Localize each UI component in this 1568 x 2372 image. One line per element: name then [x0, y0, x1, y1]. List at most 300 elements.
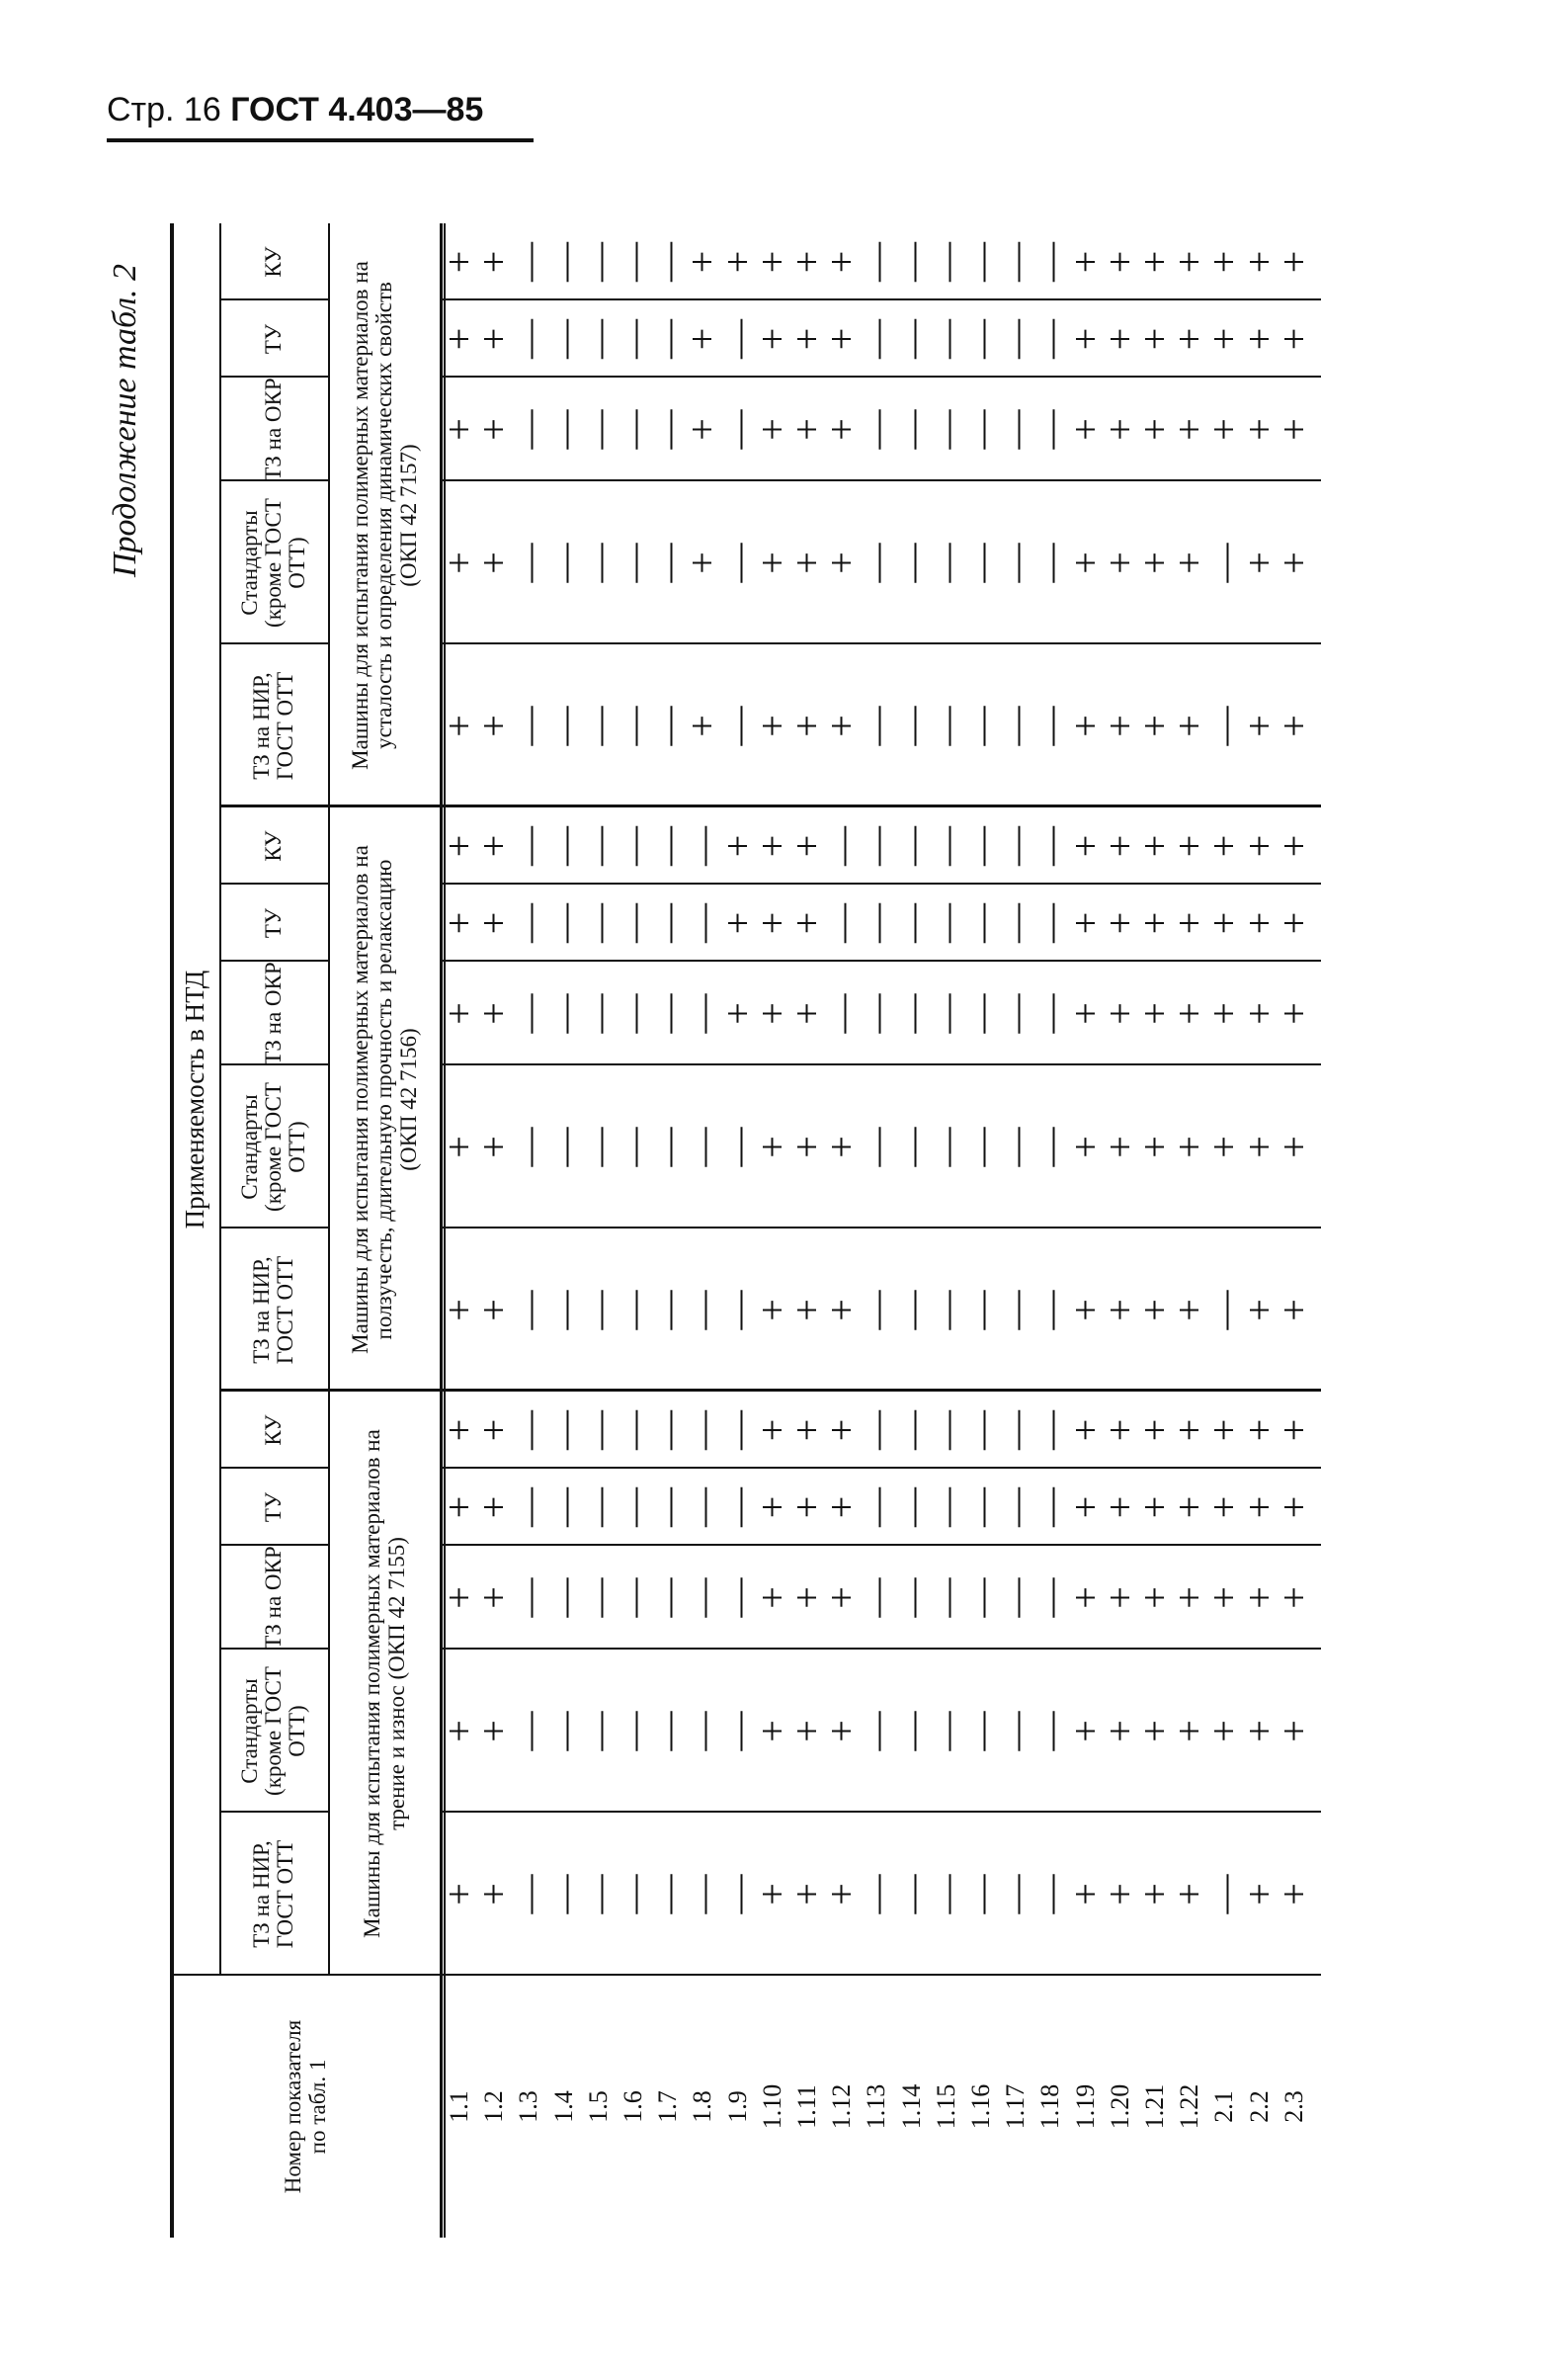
subcolumn-header: Стандарты (кроме ГОСТ ОТТ)	[236, 1082, 310, 1212]
group-header: Применяемость в НТД	[179, 970, 209, 1229]
marks-column	[437, 300, 1316, 378]
applicability-mark: —	[888, 1711, 934, 1751]
row-number-label: 1.9	[722, 2090, 752, 2123]
applicability-mark: —	[645, 1711, 691, 1751]
applicability-mark: —	[680, 903, 725, 943]
applicability-mark: —	[854, 993, 899, 1034]
applicability-mark: +	[471, 418, 517, 441]
applicability-mark: —	[854, 903, 899, 943]
applicability-mark: —	[506, 1711, 551, 1751]
applicability-mark: —	[575, 242, 620, 282]
applicability-mark: —	[923, 319, 968, 359]
applicability-mark: —	[854, 1487, 899, 1527]
applicability-mark: —	[854, 1874, 899, 1914]
applicability-mark: —	[1028, 706, 1073, 746]
marks-column	[437, 1813, 1316, 1976]
applicability-mark: —	[680, 1290, 725, 1330]
applicability-mark: +	[1271, 327, 1316, 351]
applicability-mark: +	[1132, 1720, 1177, 1742]
applicability-mark: +	[1201, 327, 1247, 351]
page-number: Стр. 16	[107, 91, 221, 128]
applicability-mark: +	[1132, 1418, 1177, 1442]
applicability-mark: —	[923, 706, 968, 746]
applicability-mark: —	[611, 1577, 655, 1618]
applicability-mark: +	[749, 418, 794, 441]
applicability-mark: —	[1201, 543, 1247, 583]
applicability-mark: +	[1167, 911, 1212, 935]
applicability-mark: +	[784, 418, 829, 441]
row-number-label: 1.11	[791, 2084, 821, 2129]
applicability-mark: +	[1271, 551, 1316, 574]
applicability-mark: —	[540, 1410, 586, 1450]
applicability-mark: +	[1236, 1136, 1281, 1158]
applicability-mark: +	[1271, 1495, 1316, 1519]
group-name: Машины для испытания полимерных материалов на трение и износ (ОКП 42 7155)	[360, 1429, 409, 1938]
row-number-label: 1.14	[896, 2083, 926, 2130]
applicability-mark: +	[1201, 1136, 1247, 1158]
marks-column	[437, 1065, 1316, 1228]
applicability-mark: —	[575, 409, 620, 450]
applicability-mark: +	[749, 551, 794, 574]
applicability-mark: +	[1167, 1720, 1212, 1742]
marks-column	[437, 1546, 1316, 1650]
applicability-mark: —	[714, 1127, 760, 1167]
row-number-label: 1.16	[965, 2083, 995, 2130]
applicability-mark: +	[749, 715, 794, 737]
applicability-mark: —	[1028, 543, 1073, 583]
applicability-mark: —	[993, 826, 1038, 866]
applicability-mark: +	[784, 715, 829, 737]
applicability-mark: +	[1132, 1495, 1177, 1519]
applicability-mark: +	[1167, 1495, 1212, 1519]
applicability-mark: —	[1028, 1487, 1073, 1527]
applicability-mark: —	[819, 993, 865, 1034]
applicability-mark: —	[540, 1290, 586, 1330]
applicability-mark: —	[506, 993, 551, 1034]
applicability-mark: +	[1062, 911, 1108, 935]
applicability-mark: +	[1271, 418, 1316, 441]
applicability-mark: +	[749, 1299, 794, 1321]
applicability-mark: —	[958, 319, 1003, 359]
applicability-mark: —	[993, 993, 1038, 1034]
applicability-mark: +	[1132, 1883, 1177, 1906]
applicability-mark: +	[471, 1586, 517, 1609]
applicability-mark: +	[819, 1299, 865, 1321]
subcolumn-header: ТУ	[260, 1491, 286, 1523]
applicability-mark: —	[714, 543, 760, 583]
applicability-mark: —	[645, 706, 691, 746]
applicability-mark: +	[471, 250, 517, 274]
row-number-label: 1.1	[444, 2090, 473, 2123]
row-number-label: 1.10	[757, 2083, 786, 2130]
applicability-mark: —	[993, 1487, 1038, 1527]
applicability-mark: —	[680, 1577, 725, 1618]
applicability-mark: —	[923, 543, 968, 583]
applicability-mark: +	[1062, 418, 1108, 441]
subcolumn-header: ТЗ на ОКР	[260, 962, 286, 1065]
applicability-mark: —	[993, 903, 1038, 943]
row-number-label: 1.22	[1175, 2083, 1204, 2130]
applicability-mark: +	[714, 1002, 760, 1025]
applicability-mark: +	[1271, 715, 1316, 737]
applicability-mark: +	[1132, 250, 1177, 274]
applicability-mark: —	[888, 903, 934, 943]
applicability-mark: —	[540, 409, 586, 450]
subcolumn-header: Стандарты (кроме ГОСТ ОТТ)	[236, 498, 310, 628]
applicability-mark: +	[1201, 911, 1247, 935]
applicability-mark: +	[1201, 834, 1247, 858]
applicability-mark: —	[993, 1711, 1038, 1751]
applicability-mark: —	[680, 1874, 725, 1914]
applicability-mark: —	[993, 1410, 1038, 1450]
row-number-label: 2.3	[1279, 2090, 1308, 2123]
applicability-mark: —	[854, 319, 899, 359]
marks-column	[437, 1392, 1316, 1469]
applicability-mark: +	[1097, 715, 1142, 737]
applicability-mark: —	[854, 1290, 899, 1330]
applicability-mark: —	[575, 319, 620, 359]
applicability-mark: —	[506, 826, 551, 866]
applicability-mark: —	[1028, 1874, 1073, 1914]
subcolumn-header: ТЗ на НИР, ГОСТ ОТТ	[248, 1255, 297, 1365]
applicability-mark: —	[1028, 319, 1073, 359]
row-number-label: 1.18	[1035, 2083, 1065, 2130]
applicability-mark: +	[471, 1136, 517, 1158]
applicability-mark: —	[1201, 1874, 1247, 1914]
applicability-mark: +	[1062, 1495, 1108, 1519]
row-number-label: 1.3	[514, 2090, 543, 2123]
header-rule	[107, 138, 534, 142]
applicability-mark: +	[784, 1883, 829, 1906]
marks-column	[437, 885, 1316, 962]
applicability-mark: +	[1097, 834, 1142, 858]
applicability-mark: +	[1201, 250, 1247, 274]
applicability-mark: —	[1028, 409, 1073, 450]
standard-code: ГОСТ 4.403—85	[230, 91, 484, 128]
applicability-mark: +	[1236, 418, 1281, 441]
applicability-mark: —	[854, 409, 899, 450]
applicability-mark: —	[506, 1290, 551, 1330]
applicability-mark: +	[1236, 1002, 1281, 1025]
applicability-mark: —	[540, 1711, 586, 1751]
applicability-mark: —	[575, 903, 620, 943]
applicability-mark: —	[575, 1487, 620, 1527]
applicability-mark: —	[714, 1577, 760, 1618]
subcolumn-header: ТЗ на ОКР	[260, 378, 286, 481]
applicability-mark: —	[923, 242, 968, 282]
applicability-mark: +	[437, 1136, 481, 1158]
applicability-mark: —	[506, 319, 551, 359]
applicability-mark: —	[540, 993, 586, 1034]
applicability-mark: +	[680, 250, 725, 274]
applicability-mark: +	[1132, 715, 1177, 737]
subcolumn-header: ТУ	[260, 323, 286, 355]
applicability-mark: —	[611, 903, 655, 943]
applicability-mark: +	[1097, 911, 1142, 935]
subcolumn-header: КУ	[260, 1414, 286, 1446]
applicability-mark: +	[1271, 911, 1316, 935]
row-number-label: 1.17	[1001, 2083, 1031, 2130]
row-number-label: 1.20	[1105, 2083, 1134, 2130]
applicability-mark: +	[1167, 1299, 1212, 1321]
applicability-mark: +	[1167, 834, 1212, 858]
applicability-mark: —	[714, 706, 760, 746]
applicability-mark: +	[1062, 1002, 1108, 1025]
applicability-mark: —	[645, 543, 691, 583]
subcolumn-header: ТЗ на НИР, ГОСТ ОТТ	[248, 671, 297, 781]
applicability-mark: +	[1167, 1883, 1212, 1906]
applicability-mark: +	[1167, 715, 1212, 737]
applicability-mark: +	[1201, 418, 1247, 441]
applicability-mark: +	[1201, 1495, 1247, 1519]
applicability-mark: —	[540, 1127, 586, 1167]
applicability-mark: —	[854, 1127, 899, 1167]
applicability-mark: —	[506, 1410, 551, 1450]
subcolumn-header: ТЗ на НИР, ГОСТ ОТТ	[248, 1839, 297, 1949]
applicability-mark: +	[471, 327, 517, 351]
applicability-mark: +	[437, 1495, 481, 1519]
applicability-mark: +	[784, 1136, 829, 1158]
applicability-mark: —	[540, 242, 586, 282]
applicability-mark: +	[1236, 1418, 1281, 1442]
applicability-mark: —	[854, 1410, 899, 1450]
applicability-mark: —	[506, 1487, 551, 1527]
applicability-mark: —	[645, 903, 691, 943]
rotated-table	[71, 242, 1553, 2277]
applicability-mark: —	[714, 1487, 760, 1527]
applicability-mark: +	[1271, 1002, 1316, 1025]
applicability-mark: —	[611, 1410, 655, 1450]
applicability-mark: +	[819, 1136, 865, 1158]
applicability-mark: +	[819, 327, 865, 351]
applicability-mark: —	[854, 242, 899, 282]
applicability-mark: —	[854, 826, 899, 866]
applicability-mark: —	[1028, 1711, 1073, 1751]
applicability-mark: —	[611, 993, 655, 1034]
applicability-mark: +	[1062, 834, 1108, 858]
applicability-mark: +	[1132, 327, 1177, 351]
applicability-mark: —	[540, 826, 586, 866]
applicability-mark: —	[958, 993, 1003, 1034]
applicability-mark: —	[680, 1127, 725, 1167]
applicability-mark: —	[958, 826, 1003, 866]
applicability-mark: +	[1062, 1418, 1108, 1442]
applicability-mark: —	[506, 242, 551, 282]
applicability-mark: —	[506, 1577, 551, 1618]
applicability-mark: +	[819, 418, 865, 441]
subcolumn-header: Стандарты (кроме ГОСТ ОТТ)	[236, 1666, 310, 1796]
applicability-mark: +	[1062, 1299, 1108, 1321]
subcolumn-header: КУ	[260, 830, 286, 862]
applicability-mark: —	[575, 1127, 620, 1167]
applicability-mark: —	[1028, 1290, 1073, 1330]
applicability-mark: +	[437, 1720, 481, 1742]
applicability-mark: —	[611, 1874, 655, 1914]
applicability-mark: —	[575, 706, 620, 746]
applicability-mark: +	[437, 715, 481, 737]
applicability-mark: +	[437, 551, 481, 574]
first-column-header: Номер показателя по табл. 1	[281, 2019, 330, 2194]
applicability-mark: +	[749, 1418, 794, 1442]
row-number-label: 1.19	[1070, 2083, 1100, 2130]
applicability-mark: +	[1097, 327, 1142, 351]
applicability-mark: +	[471, 1002, 517, 1025]
applicability-mark: —	[575, 826, 620, 866]
applicability-mark: —	[923, 1874, 968, 1914]
applicability-mark: —	[888, 409, 934, 450]
applicability-mark: +	[1167, 551, 1212, 574]
applicability-mark: +	[437, 327, 481, 351]
applicability-mark: +	[749, 834, 794, 858]
applicability-mark: +	[749, 911, 794, 935]
marks-column	[437, 644, 1316, 807]
applicability-mark: —	[958, 1487, 1003, 1527]
applicability-mark: —	[923, 993, 968, 1034]
applicability-mark: +	[749, 1586, 794, 1609]
row-number-label: 1.13	[862, 2083, 891, 2130]
applicability-mark: —	[1028, 1127, 1073, 1167]
applicability-mark: +	[1271, 1586, 1316, 1609]
applicability-mark: +	[1062, 1586, 1108, 1609]
applicability-mark: +	[437, 1299, 481, 1321]
applicability-mark: +	[437, 250, 481, 274]
applicability-mark: +	[819, 1586, 865, 1609]
applicability-mark: +	[1097, 1418, 1142, 1442]
applicability-mark: —	[611, 242, 655, 282]
applicability-mark: +	[784, 551, 829, 574]
row-number-label: 1.8	[688, 2090, 717, 2123]
applicability-mark: —	[923, 409, 968, 450]
applicability-mark: +	[471, 1418, 517, 1442]
marks-column	[437, 481, 1316, 644]
applicability-mark: +	[1062, 327, 1108, 351]
applicability-mark: +	[1132, 1136, 1177, 1158]
applicability-mark: —	[958, 409, 1003, 450]
applicability-mark: +	[819, 715, 865, 737]
applicability-mark: —	[540, 319, 586, 359]
applicability-mark: —	[575, 1874, 620, 1914]
applicability-mark: —	[611, 1487, 655, 1527]
applicability-mark: +	[784, 1720, 829, 1742]
applicability-mark: —	[819, 826, 865, 866]
applicability-mark: +	[819, 1720, 865, 1742]
applicability-mark: +	[1062, 1720, 1108, 1742]
applicability-mark: +	[1167, 418, 1212, 441]
applicability-mark: +	[1236, 327, 1281, 351]
applicability-mark: —	[540, 1874, 586, 1914]
applicability-mark: —	[680, 1711, 725, 1751]
applicability-mark: —	[888, 826, 934, 866]
applicability-mark: —	[645, 993, 691, 1034]
applicability-mark: +	[1201, 1002, 1247, 1025]
applicability-mark: +	[437, 834, 481, 858]
applicability-mark: +	[714, 250, 760, 274]
applicability-mark: +	[1097, 1299, 1142, 1321]
applicability-mark: +	[437, 1002, 481, 1025]
applicability-mark: +	[1097, 1883, 1142, 1906]
applicability-mark: +	[1097, 1495, 1142, 1519]
applicability-mark: +	[471, 551, 517, 574]
marks-column	[437, 223, 1316, 300]
applicability-mark: +	[1062, 250, 1108, 274]
applicability-mark: —	[958, 903, 1003, 943]
applicability-mark: +	[1132, 418, 1177, 441]
applicability-mark: +	[819, 1418, 865, 1442]
applicability-mark: +	[437, 1586, 481, 1609]
applicability-mark: +	[1271, 834, 1316, 858]
applicability-mark: +	[1167, 1136, 1212, 1158]
applicability-mark: —	[714, 1711, 760, 1751]
applicability-mark: —	[680, 993, 725, 1034]
applicability-mark: +	[1132, 1299, 1177, 1321]
applicability-mark: —	[506, 706, 551, 746]
applicability-mark: —	[540, 903, 586, 943]
applicability-mark: +	[1097, 1720, 1142, 1742]
applicability-mark: +	[1236, 911, 1281, 935]
applicability-mark: +	[1062, 715, 1108, 737]
applicability-mark: +	[749, 1002, 794, 1025]
applicability-mark: —	[1028, 903, 1073, 943]
applicability-mark: —	[888, 319, 934, 359]
applicability-mark: —	[540, 1487, 586, 1527]
applicability-mark: —	[958, 1290, 1003, 1330]
applicability-mark: +	[1132, 551, 1177, 574]
applicability-mark: —	[1028, 1410, 1073, 1450]
applicability-mark: +	[1097, 1002, 1142, 1025]
applicability-mark: +	[1271, 1136, 1316, 1158]
applicability-mark: —	[506, 1874, 551, 1914]
applicability-mark: +	[1167, 1418, 1212, 1442]
applicability-mark: —	[575, 543, 620, 583]
applicability-mark: +	[784, 1418, 829, 1442]
applicability-mark: +	[1097, 250, 1142, 274]
applicability-mark: +	[1097, 418, 1142, 441]
applicability-mark: +	[471, 911, 517, 935]
applicability-mark: +	[749, 1720, 794, 1742]
applicability-mark: +	[471, 1883, 517, 1906]
applicability-mark: +	[1167, 1586, 1212, 1609]
applicability-mark: +	[749, 1883, 794, 1906]
applicability-mark: —	[645, 1874, 691, 1914]
row-number-label: 1.7	[653, 2090, 683, 2123]
row-number-label: 1.15	[931, 2083, 960, 2130]
applicability-mark: +	[1167, 250, 1212, 274]
applicability-mark: —	[714, 319, 760, 359]
applicability-mark: +	[1097, 1586, 1142, 1609]
applicability-mark: —	[611, 1290, 655, 1330]
applicability-mark: +	[749, 327, 794, 351]
applicability-mark: —	[575, 1711, 620, 1751]
applicability-mark: —	[645, 242, 691, 282]
applicability-mark: —	[680, 1487, 725, 1527]
applicability-mark: +	[437, 1418, 481, 1442]
applicability-mark: +	[1271, 1720, 1316, 1742]
applicability-mark: —	[854, 1577, 899, 1618]
applicability-mark: —	[611, 706, 655, 746]
applicability-mark: —	[611, 826, 655, 866]
applicability-mark: —	[993, 242, 1038, 282]
marks-column	[437, 1228, 1316, 1392]
applicability-mark: +	[1236, 250, 1281, 274]
applicability-mark: +	[784, 1299, 829, 1321]
applicability-mark: +	[1236, 715, 1281, 737]
applicability-mark: —	[611, 1127, 655, 1167]
applicability-mark: +	[1236, 1299, 1281, 1321]
applicability-mark: —	[540, 1577, 586, 1618]
applicability-mark: —	[854, 1711, 899, 1751]
applicability-mark: +	[437, 1883, 481, 1906]
subcolumn-header: ТЗ на ОКР	[260, 1546, 286, 1650]
